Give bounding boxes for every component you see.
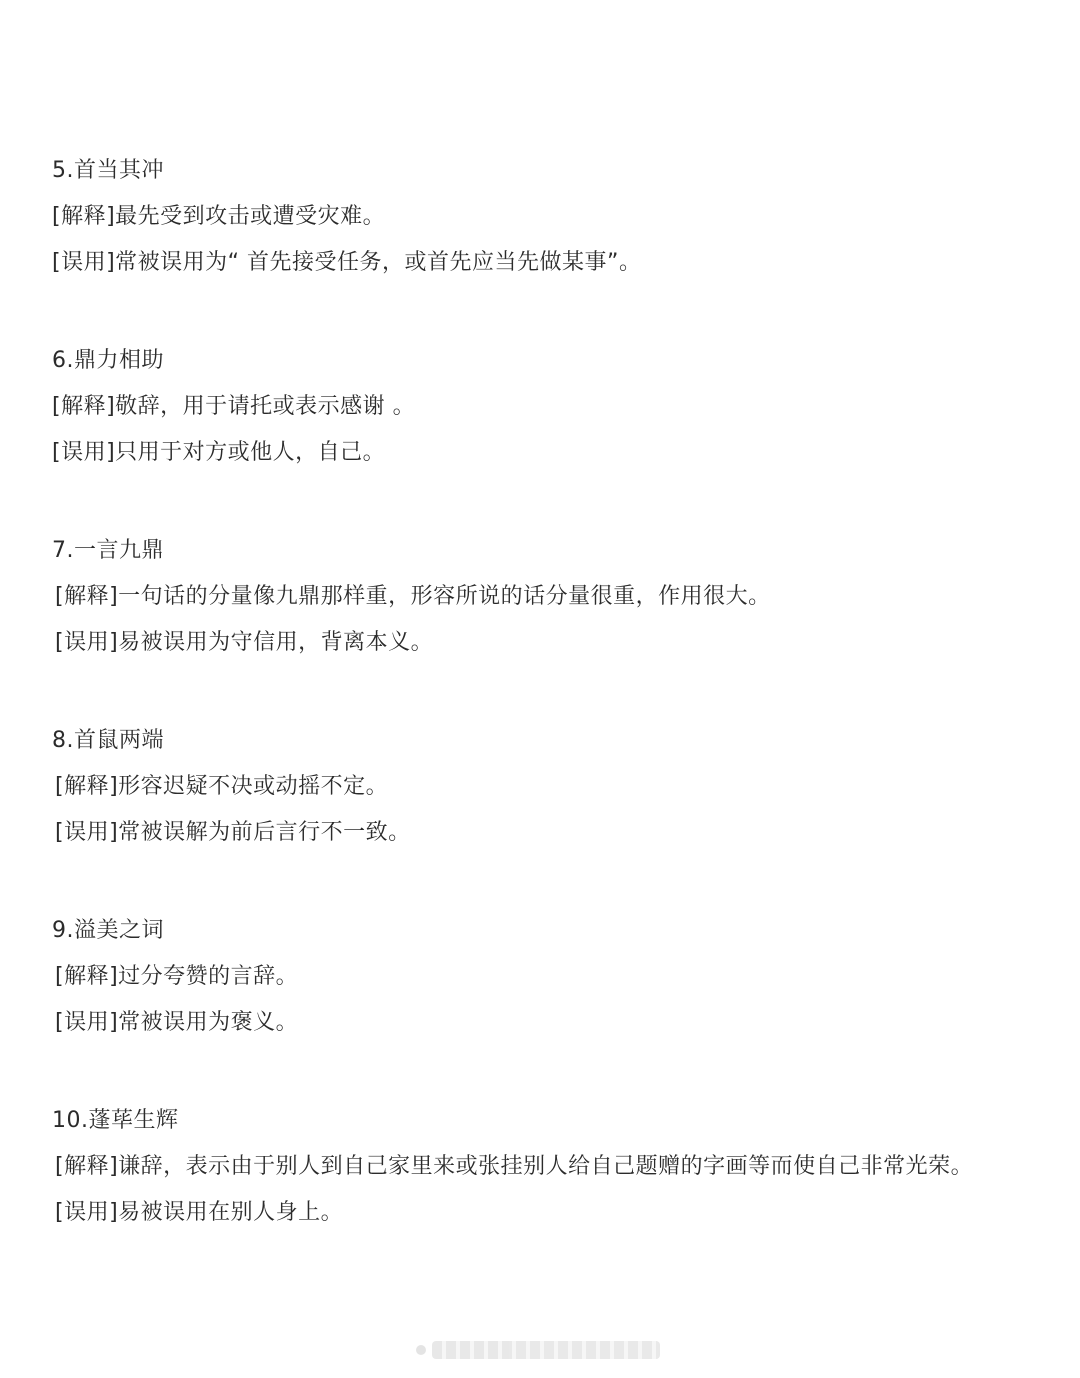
idiom-explanation: [解释]最先受到攻击或遭受灾难。 <box>52 204 386 229</box>
watermark-text-mark <box>432 1341 660 1359</box>
idiom-title: 10.蓬荜生辉 <box>52 1108 179 1133</box>
idiom-misuse: [误用]常被误解为前后言行不一致。 <box>55 820 411 845</box>
idiom-entry <box>52 718 1052 856</box>
idiom-misuse: [误用]易被误用在别人身上。 <box>55 1200 344 1225</box>
idiom-explanation: [解释]敬辞，用于请托或表示感谢 。 <box>52 394 416 419</box>
watermark-logo-icon <box>416 1345 426 1355</box>
idiom-explanation: [解释]形容迟疑不决或动摇不定。 <box>55 774 389 799</box>
idiom-title: 5.首当其冲 <box>52 158 164 183</box>
idiom-explanation: [解释]过分夸赞的言辞。 <box>55 964 299 989</box>
idiom-title: 9.溢美之词 <box>52 918 164 943</box>
idiom-title: 6.鼎力相助 <box>52 348 164 373</box>
idiom-explanation: [解释]一句话的分量像九鼎那样重，形容所说的话分量很重，作用很大。 <box>55 584 771 609</box>
idiom-entry <box>52 528 1052 666</box>
idiom-misuse: [误用]易被误用为守信用，背离本义。 <box>55 630 434 655</box>
idiom-list <box>52 148 1052 1288</box>
idiom-entry <box>52 148 1052 286</box>
idiom-entry <box>52 1098 1052 1236</box>
watermark <box>416 1334 660 1366</box>
idiom-title: 8.首鼠两端 <box>52 728 164 753</box>
idiom-title: 7.一言九鼎 <box>52 538 164 563</box>
idiom-entry <box>52 338 1052 476</box>
idiom-explanation: [解释]谦辞，表示由于别人到自己家里来或张挂别人给自己题赠的字画等而使自己非常光荣。 <box>55 1154 974 1179</box>
idiom-misuse: [误用]只用于对方或他人，自己。 <box>52 440 386 465</box>
idiom-misuse: [误用]常被误用为褒义。 <box>55 1010 299 1035</box>
idiom-misuse: [误用]常被误用为“ 首先接受任务，或首先应当先做某事”。 <box>52 250 642 275</box>
idiom-entry <box>52 908 1052 1046</box>
